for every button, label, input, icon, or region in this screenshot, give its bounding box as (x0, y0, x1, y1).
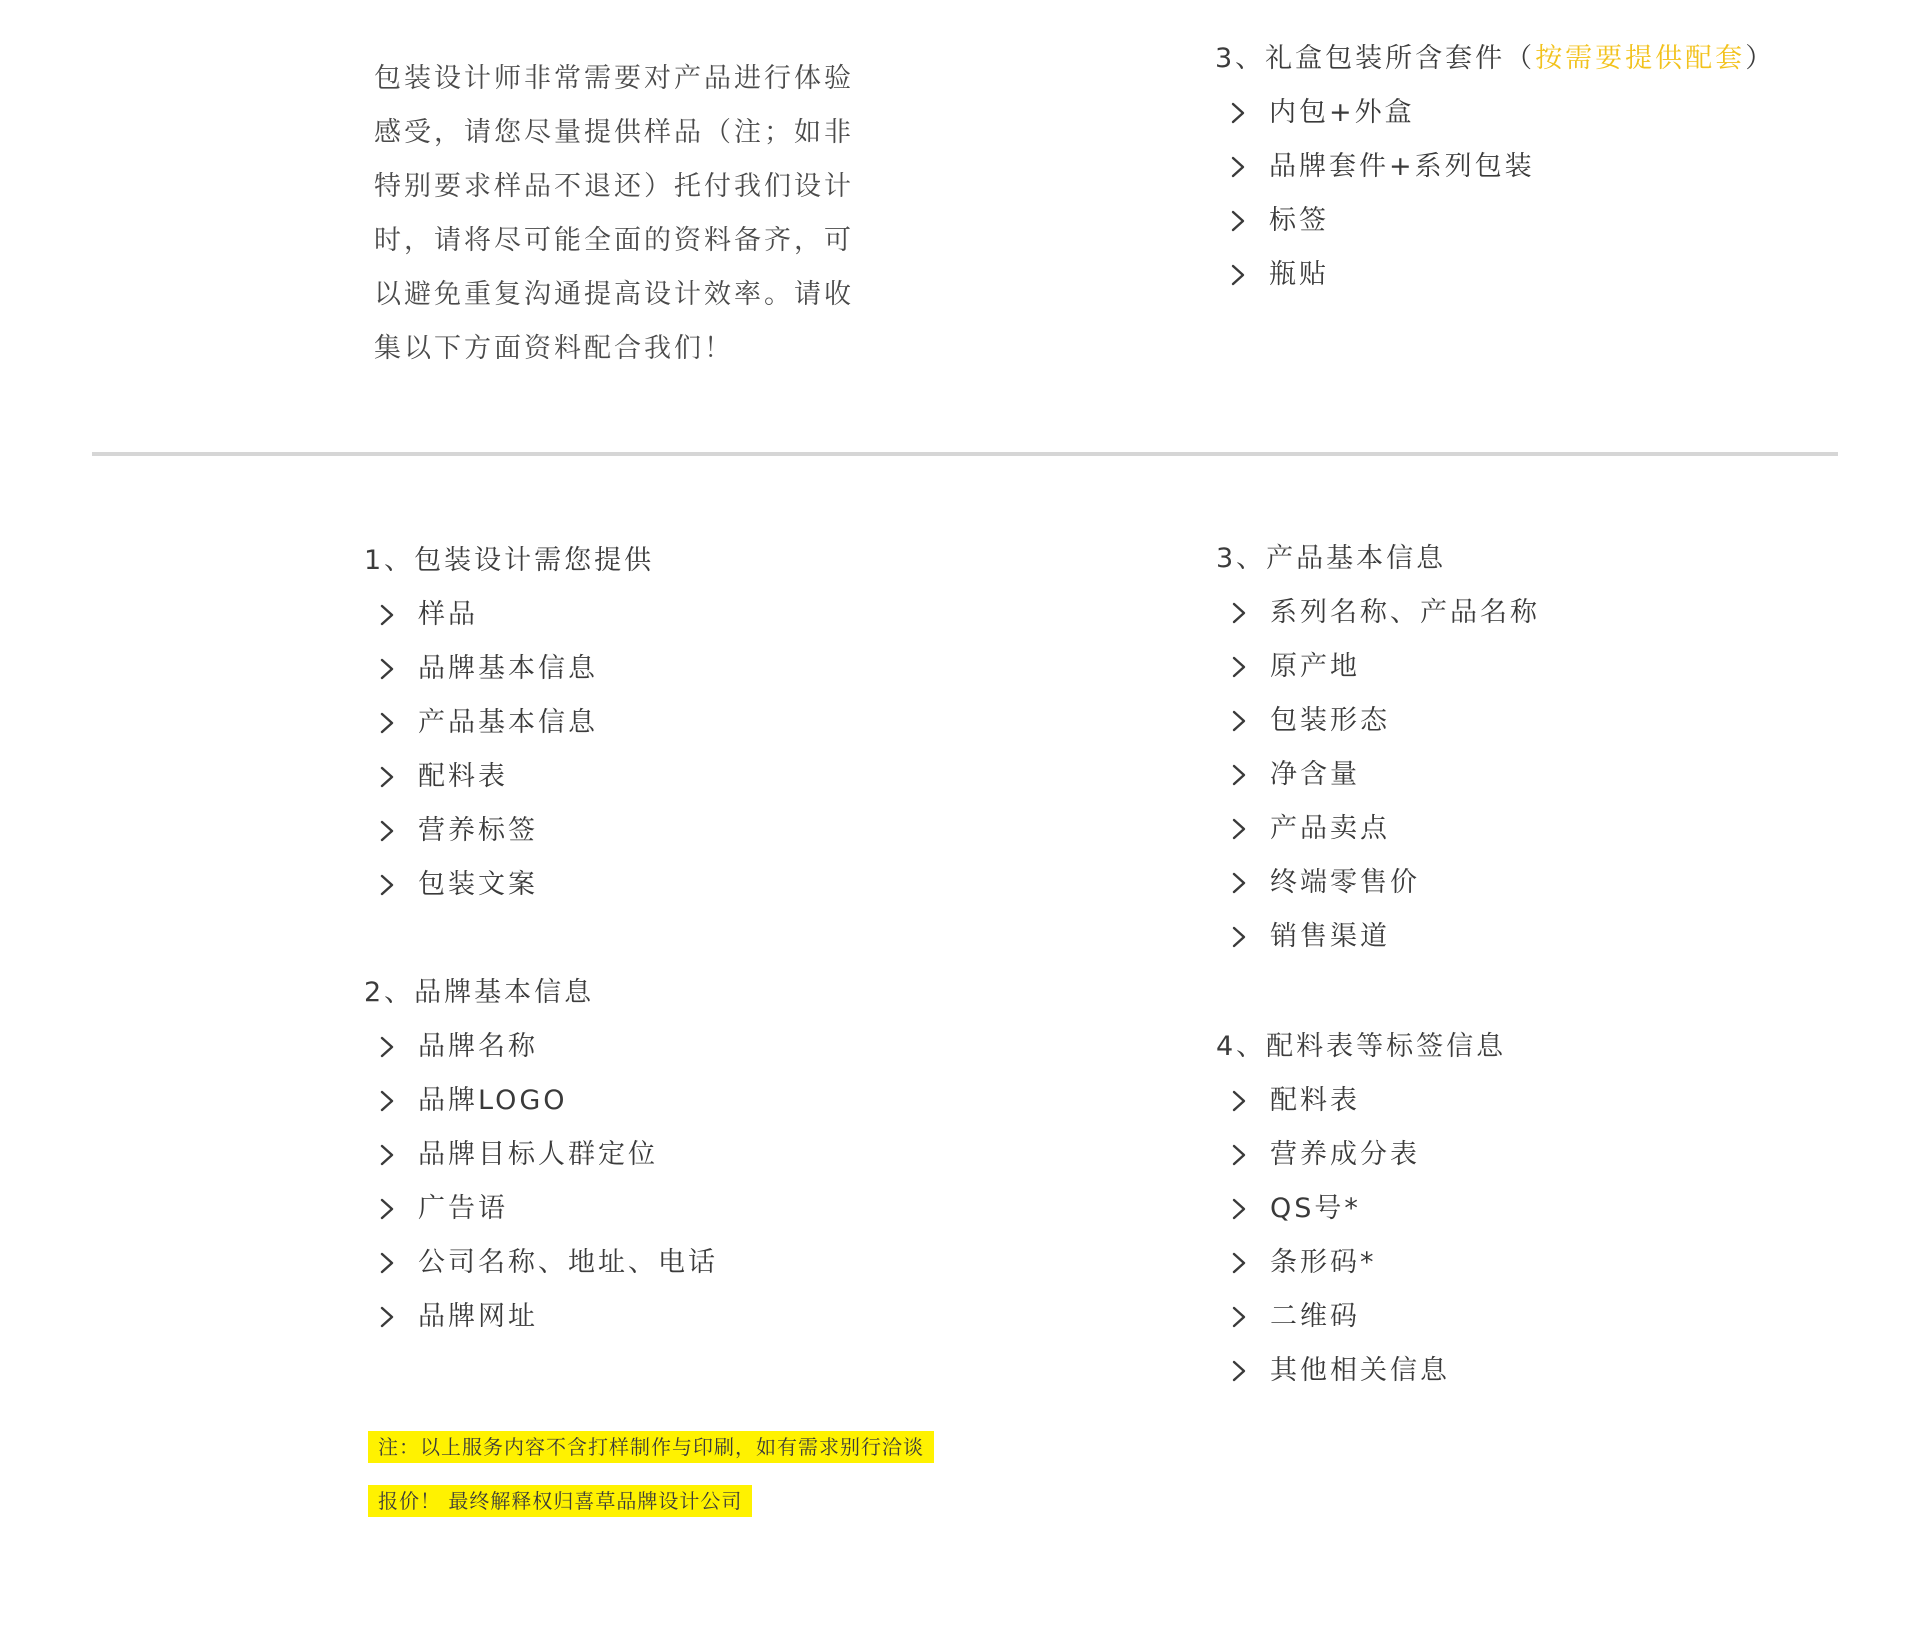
chevron-right-icon (1226, 1142, 1252, 1168)
intro-line: 包装设计师非常需要对产品进行体验 (374, 63, 854, 94)
packaging-requirements-section (364, 534, 654, 912)
note-line-2: 报价！ 最终解释权归喜草品牌设计公司 (368, 1485, 752, 1517)
list-item-label: QS号* (1270, 1193, 1361, 1224)
section-heading: 3、产品基本信息 (1216, 543, 1447, 574)
list-item (364, 1128, 718, 1182)
list-item (364, 696, 654, 750)
intro-line: 时，请将尽可能全面的资料备齐，可 (374, 225, 854, 256)
chevron-right-icon (1225, 100, 1251, 126)
list-item-label: 广告语 (418, 1193, 508, 1224)
list-item-label: 营养成分表 (1270, 1139, 1420, 1170)
list-item-label: 其他相关信息 (1270, 1355, 1450, 1386)
gift-box-list (1215, 86, 1775, 302)
chevron-right-icon (1225, 154, 1251, 180)
brand-info-section (364, 966, 718, 1344)
list-item-label: 销售渠道 (1270, 921, 1390, 952)
list-item-label: 品牌LOGO (418, 1085, 568, 1116)
list-item (364, 1074, 718, 1128)
chevron-right-icon (374, 656, 400, 682)
service-note (368, 1431, 934, 1539)
list-item (1216, 1182, 1506, 1236)
list-item (364, 1290, 718, 1344)
list-item-label: 品牌网址 (418, 1301, 538, 1332)
list-item (1216, 694, 1540, 748)
section-heading: 4、配料表等标签信息 (1216, 1031, 1507, 1062)
gift-box-heading (1215, 32, 1775, 86)
list-item-label: 终端零售价 (1270, 867, 1420, 898)
list-item-label: 品牌套件+系列包装 (1269, 151, 1535, 182)
chevron-right-icon (1226, 1088, 1252, 1114)
gift-box-heading-suffix: ） (1745, 43, 1776, 74)
section-heading: 2、品牌基本信息 (364, 977, 595, 1008)
chevron-right-icon (1226, 762, 1252, 788)
list-item (1216, 1074, 1506, 1128)
chevron-right-icon (1226, 1250, 1252, 1276)
list-item (364, 642, 654, 696)
gift-box-heading-prefix: 3、礼盒包装所含套件（ (1215, 43, 1536, 74)
list-item (1216, 640, 1540, 694)
list-item-label: 品牌基本信息 (418, 653, 598, 684)
chevron-right-icon (374, 1034, 400, 1060)
chevron-right-icon (1226, 816, 1252, 842)
list-item (1216, 748, 1540, 802)
chevron-right-icon (374, 1304, 400, 1330)
list-item-label: 包装形态 (1270, 705, 1390, 736)
gift-box-heading-accent: 按需要提供配套 (1535, 43, 1746, 74)
list-item (1216, 1344, 1506, 1398)
list-item (1216, 802, 1540, 856)
list-item-label: 营养标签 (418, 815, 538, 846)
chevron-right-icon (374, 872, 400, 898)
list-item (364, 858, 654, 912)
chevron-right-icon (374, 710, 400, 736)
list-item (364, 588, 654, 642)
chevron-right-icon (1226, 654, 1252, 680)
list-item-label: 品牌名称 (418, 1031, 538, 1062)
label-info-list (1216, 1074, 1506, 1398)
list-item-label: 系列名称、产品名称 (1270, 597, 1540, 628)
chevron-right-icon (1225, 262, 1251, 288)
packaging-requirements-list (364, 588, 654, 912)
section-heading: 1、包装设计需您提供 (364, 545, 655, 576)
chevron-right-icon (374, 1088, 400, 1114)
chevron-right-icon (374, 818, 400, 844)
chevron-right-icon (1226, 1358, 1252, 1384)
list-item-label: 内包+外盒 (1269, 97, 1415, 128)
list-item-label: 二维码 (1270, 1301, 1360, 1332)
list-item (1215, 194, 1775, 248)
list-item (1216, 1236, 1506, 1290)
chevron-right-icon (374, 1196, 400, 1222)
intro-paragraph (374, 52, 874, 376)
chevron-right-icon (374, 1142, 400, 1168)
list-item (364, 1020, 718, 1074)
section-divider (92, 452, 1838, 456)
list-item-label: 品牌目标人群定位 (418, 1139, 658, 1170)
list-item (1216, 1128, 1506, 1182)
list-item-label: 标签 (1269, 205, 1329, 236)
list-item (364, 1236, 718, 1290)
chevron-right-icon (1226, 1304, 1252, 1330)
list-item (364, 804, 654, 858)
product-info-section (1216, 532, 1540, 964)
label-info-section (1216, 1020, 1506, 1398)
intro-line: 感受，请您尽量提供样品（注；如非 (374, 117, 854, 148)
chevron-right-icon (1226, 870, 1252, 896)
chevron-right-icon (374, 1250, 400, 1276)
list-item (1216, 586, 1540, 640)
intro-line: 特别要求样品不退还）托付我们设计 (374, 171, 854, 202)
chevron-right-icon (1226, 708, 1252, 734)
list-item (1215, 86, 1775, 140)
chevron-right-icon (1226, 924, 1252, 950)
list-item (364, 1182, 718, 1236)
chevron-right-icon (374, 602, 400, 628)
list-item-label: 净含量 (1270, 759, 1360, 790)
list-item (1216, 1290, 1506, 1344)
list-item-label: 包装文案 (418, 869, 538, 900)
list-item (364, 750, 654, 804)
list-item (1215, 248, 1775, 302)
list-item-label: 配料表 (418, 761, 508, 792)
note-line-1: 注：以上服务内容不含打样制作与印刷，如有需求别行洽谈 (368, 1431, 934, 1463)
chevron-right-icon (374, 764, 400, 790)
list-item-label: 瓶贴 (1269, 259, 1329, 290)
list-item-label: 公司名称、地址、电话 (418, 1247, 718, 1278)
list-item-label: 条形码* (1270, 1247, 1377, 1278)
list-item-label: 样品 (418, 599, 478, 630)
gift-box-section (1215, 32, 1775, 302)
list-item-label: 原产地 (1270, 651, 1360, 682)
intro-line: 以避免重复沟通提高设计效率。请收 (374, 279, 854, 310)
list-item-label: 配料表 (1270, 1085, 1360, 1116)
product-info-list (1216, 586, 1540, 964)
list-item-label: 产品卖点 (1270, 813, 1390, 844)
intro-line: 集以下方面资料配合我们！ (374, 333, 734, 364)
brand-info-list (364, 1020, 718, 1344)
list-item (1215, 140, 1775, 194)
chevron-right-icon (1226, 1196, 1252, 1222)
list-item-label: 产品基本信息 (418, 707, 598, 738)
list-item (1216, 856, 1540, 910)
chevron-right-icon (1226, 600, 1252, 626)
list-item (1216, 910, 1540, 964)
chevron-right-icon (1225, 208, 1251, 234)
